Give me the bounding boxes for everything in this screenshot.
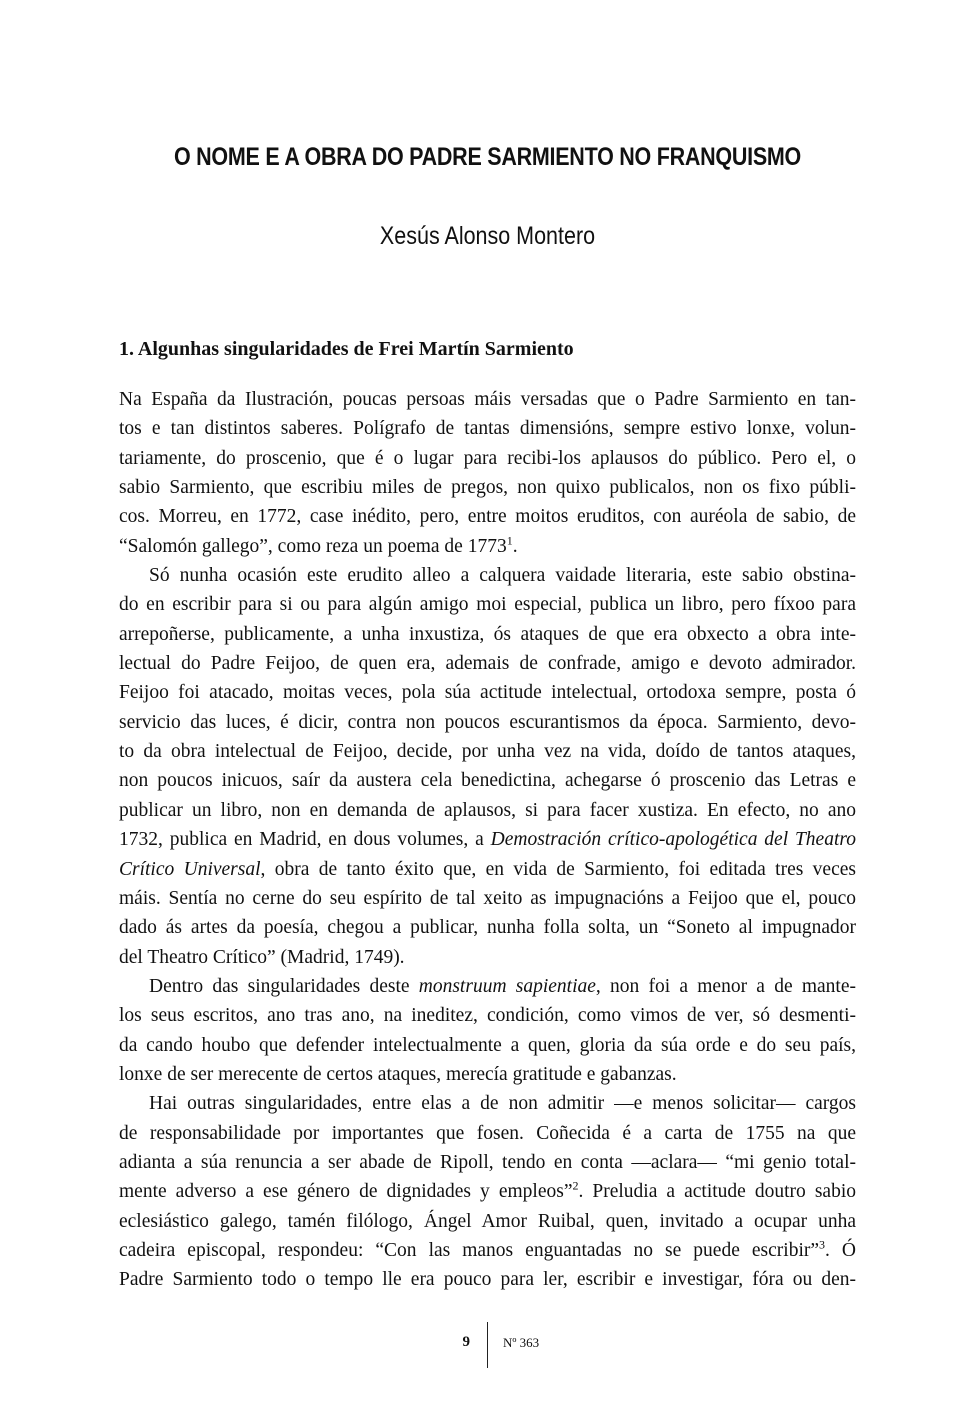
text-line: lectual do Padre Feijoo, de quen era, ademais de confrade, amigo e devoto admirador. [119, 653, 856, 675]
text-line: cadeira episcopal, respondeu: “Con las manos enguantadas no se puede escribir”$^3$. Ó [119, 1237, 856, 1261]
footnote-ref-3[interactable]: 3 [819, 1237, 826, 1252]
footnote-ref-2[interactable]: 2 [572, 1178, 579, 1193]
book-title-italic: Crítico Universal [119, 858, 261, 880]
text-line: publicar un libro, non en demanda de aplausos, si para facer xustiza. En efecto, no ano [119, 799, 856, 821]
text-line: Só nunha ocasión este erudito alleo a calquera vaidade literaria, este sabio obstina- [149, 565, 856, 587]
text-line: Hai outras singularidades, entre elas a de non admitir —e menos solicitar— cargos [149, 1093, 856, 1115]
text-line: Na España da Ilustración, poucas persoas máis versadas que o Padre Sarmiento en tan- [119, 389, 856, 410]
text-line: “Salomón gallego”, como reza un poema de 1773$^1$. [119, 533, 518, 557]
text-line: Feijoo foi atacado, moitas veces, pola súa actitude intelectual, ortodoxa sempre, posta ó [119, 682, 856, 704]
text-line: arrepoñerse, publicamente, a unha inxustiza, ós ataques de que era obxecto a obra inte- [119, 623, 856, 645]
paragraph-4 [119, 1089, 856, 1294]
text-line: de responsabilidade por importantes que fosen. Coñecida é a carta de 1755 na que [119, 1122, 856, 1144]
text-line: Crítico Universal, obra de tanto éxito que, en vida de Sarmiento, foi editada tres veces [119, 858, 856, 880]
article-body [119, 385, 856, 1295]
text-line: do en escribir para si ou para algún amigo moi especial, publica un libro, pero fíxoo para [119, 594, 856, 616]
footnote-ref-1[interactable]: 1 [506, 533, 513, 548]
text-line: eclesiástico galego, tamén filólogo, Ángel Amor Ruibal, quen, invitado a ocupar unha [119, 1210, 856, 1232]
page-number: 9 [462, 1334, 470, 1350]
text-line: cos. Morreu, en 1772, case inédito, pero, entre moitos eruditos, con auréola de sabio, de [119, 506, 856, 528]
text-line: máis. Sentía no cerne do seu espírito de tal xeito as impugnacións a Feijoo que el, pouco [119, 887, 856, 909]
text-line: mente adverso a ese género de dignidades y empleos”$^2$. Preludia a actitude doutro sabio [119, 1178, 856, 1203]
text-line: los seus escritos, ano tras ano, na ineditez, condición, como vimos de ver, só desmenti- [119, 1005, 856, 1027]
text-line: lonxe de ser merecente de certos ataques, merecía gratitude e gabanzas. [119, 1063, 677, 1085]
book-title-italic: Demostración crítico-apologética del Theatro [490, 829, 856, 851]
text-line: servicio das luces, é dicir, contra non poucos escurantismos da época. Sarmiento, devo- [119, 711, 856, 733]
issue-number: Nº 363 [503, 1335, 540, 1350]
article-author: Xesús Alonso Montero [379, 222, 596, 250]
paragraph-2 [119, 561, 856, 972]
text-line: da cando houbo que defender intelectualmente a quen, gloria da súa orde e do seu país, [119, 1034, 856, 1056]
section-heading: 1. Algunhas singularidades de Frei Martín Sarmiento [119, 338, 574, 360]
text-line: dado ás artes da poesía, chegou a publicar, nunha folla solta, un “Soneto al impugnador [119, 917, 856, 939]
text-line: tariamente, do proscenio, que é o lugar para recibi-los aplausos do público. Pero el, o [119, 447, 856, 469]
text-line: adianta a súa renuncia a ser abade de Ripoll, tendo en conta —aclara— “mi genio total- [119, 1151, 856, 1173]
footer-divider [487, 1322, 488, 1368]
text-line: Dentro das singularidades deste monstruum sapientiae, non foi a menor a de mante- [149, 975, 856, 997]
text-line: non poucos inicuos, saír da austera cela benedictina, achegarse ó proscenio das Letras e [119, 770, 856, 792]
text-line: Padre Sarmiento todo o tempo lle era pouco para ler, escribir e investigar, fóra ou den- [119, 1269, 856, 1291]
paragraph-1 [119, 385, 856, 561]
text-line: 1732, publica en Madrid, en dous volumes, a Demostración crítico-apologética del Theatro [119, 829, 856, 851]
text-line: tos e tan distintos saberes. Polígrafo de tantas dimensións, sempre estivo lonxe, volun- [119, 418, 856, 440]
page-footer [0, 1322, 975, 1370]
article-title: O NOME E A OBRA DO PADRE SARMIENTO NO FRANQUISMO [173, 143, 802, 171]
paragraph-3 [119, 972, 856, 1089]
text-line: sabio Sarmiento, que escribiu miles de pregos, non quixo publicalos, non os fixo públi- [119, 477, 856, 499]
text-line: to da obra intelectual de Feijoo, decide, por unha vez na vida, doído de tantos ataques, [119, 741, 856, 763]
latin-phrase-italic: monstruum sapientiae [418, 975, 596, 997]
text-line: del Theatro Crítico” (Madrid, 1749). [119, 946, 405, 968]
